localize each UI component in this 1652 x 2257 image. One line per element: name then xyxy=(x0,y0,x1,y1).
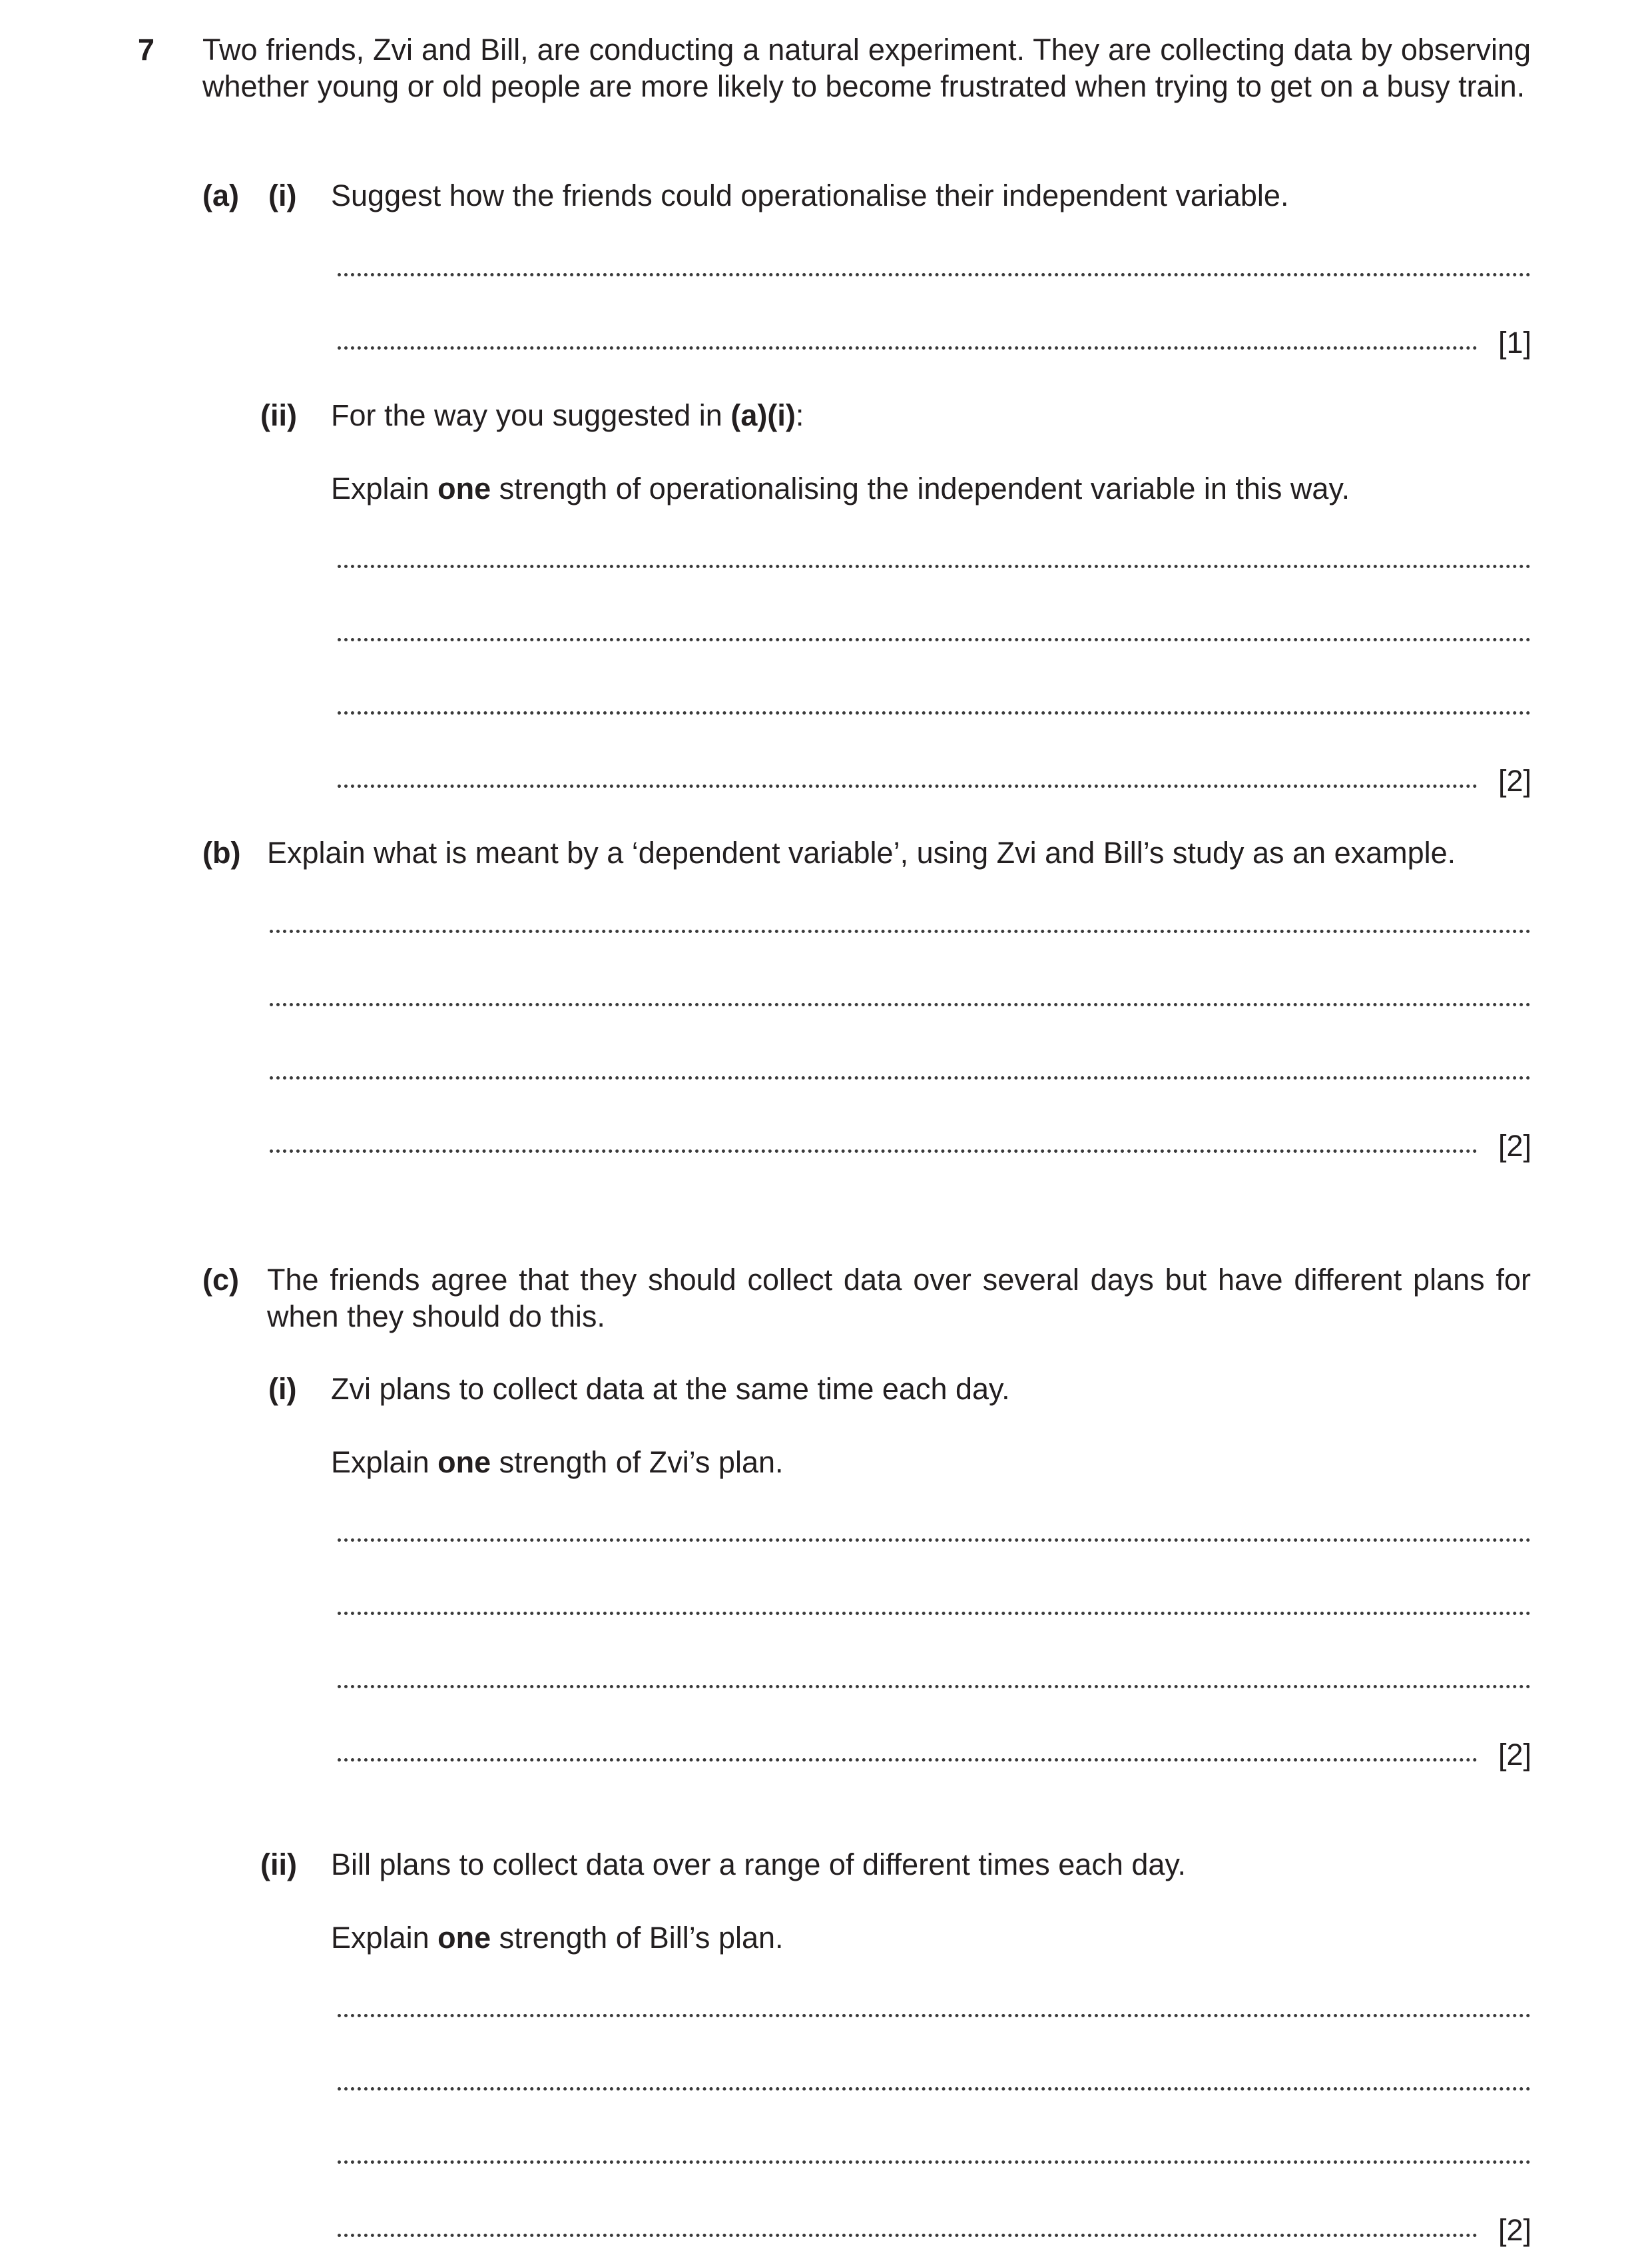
part-a-ii-lead-pre: For the way you suggested in xyxy=(331,398,731,432)
part-b-label: (b) xyxy=(202,836,241,870)
question-number: 7 xyxy=(138,33,155,67)
answer-line-c-i-3[interactable] xyxy=(338,1685,1531,1688)
part-c-ii-prompt xyxy=(331,1919,784,1956)
part-a-ii-lead xyxy=(331,397,804,434)
answer-line-a-i-1[interactable] xyxy=(338,273,1531,276)
part-c-i-prompt xyxy=(331,1444,784,1480)
answer-line-a-ii-3[interactable] xyxy=(338,711,1531,715)
part-a-ii-lead-ref: (a)(i) xyxy=(730,398,796,432)
part-c-i-prompt-pre: Explain xyxy=(331,1445,438,1479)
answer-line-b-3[interactable] xyxy=(270,1076,1531,1080)
part-a-i-text: Suggest how the friends could operationalise their independent variable. xyxy=(331,178,1289,212)
answer-line-c-ii-1[interactable] xyxy=(338,2014,1531,2017)
part-a-ii-prompt-bold: one xyxy=(437,472,491,505)
part-a-i-label: (i) xyxy=(268,178,297,212)
mark-c-i: [2] xyxy=(1498,1738,1531,1772)
mark-b: [2] xyxy=(1498,1129,1531,1163)
part-a-ii-prompt-pre: Explain xyxy=(331,472,438,505)
part-b-text: Explain what is meant by a ‘dependent variable’, using Zvi and Bill’s study as an example. xyxy=(267,836,1456,870)
part-c-ii-prompt-bold: one xyxy=(437,1921,491,1955)
question-intro: Two friends, Zvi and Bill, are conducting a natural experiment. They are collecting data by observing whether young or old people are more likely to become frustrated when trying to get on a busy train. xyxy=(202,33,1531,103)
answer-line-a-ii-1[interactable] xyxy=(338,565,1531,568)
part-c-ii-text: Bill plans to collect data over a range of different times each day. xyxy=(331,1847,1187,1881)
part-c-i-label: (i) xyxy=(268,1372,297,1406)
answer-line-a-ii-4[interactable] xyxy=(338,785,1478,788)
part-c-i-prompt-post: strength of Zvi’s plan. xyxy=(491,1445,784,1479)
part-c-ii-prompt-post: strength of Bill’s plan. xyxy=(491,1921,784,1955)
answer-line-c-ii-3[interactable] xyxy=(338,2160,1531,2164)
part-c-ii-prompt-pre: Explain xyxy=(331,1921,438,1955)
part-a-ii-lead-post: : xyxy=(795,398,804,432)
answer-line-b-2[interactable] xyxy=(270,1003,1531,1006)
answer-line-b-4[interactable] xyxy=(270,1149,1478,1153)
answer-line-c-ii-4[interactable] xyxy=(338,2234,1478,2237)
part-a-ii-prompt xyxy=(331,470,1350,507)
answer-line-a-ii-2[interactable] xyxy=(338,638,1531,641)
answer-line-b-1[interactable] xyxy=(270,930,1531,933)
part-c-ii-label: (ii) xyxy=(260,1847,297,1881)
part-c-text: The friends agree that they should collect data over several days but have different plans for when they should do this. xyxy=(267,1263,1531,1333)
part-a-ii-label: (ii) xyxy=(260,398,297,432)
mark-c-ii: [2] xyxy=(1498,2213,1531,2247)
part-a-label: (a) xyxy=(202,178,239,212)
mark-a-i: [1] xyxy=(1498,326,1531,360)
mark-a-ii: [2] xyxy=(1498,764,1531,798)
answer-line-c-i-2[interactable] xyxy=(338,1612,1531,1615)
part-a-ii-prompt-post: strength of operationalising the independent variable in this way. xyxy=(491,472,1350,505)
part-c-i-text: Zvi plans to collect data at the same time each day. xyxy=(331,1372,1010,1406)
answer-line-c-i-1[interactable] xyxy=(338,1538,1531,1542)
part-c-i-prompt-bold: one xyxy=(437,1445,491,1479)
answer-line-a-i-2[interactable] xyxy=(338,346,1478,350)
part-c-label: (c) xyxy=(202,1263,239,1297)
answer-line-c-ii-2[interactable] xyxy=(338,2087,1531,2091)
answer-line-c-i-4[interactable] xyxy=(338,1758,1478,1762)
